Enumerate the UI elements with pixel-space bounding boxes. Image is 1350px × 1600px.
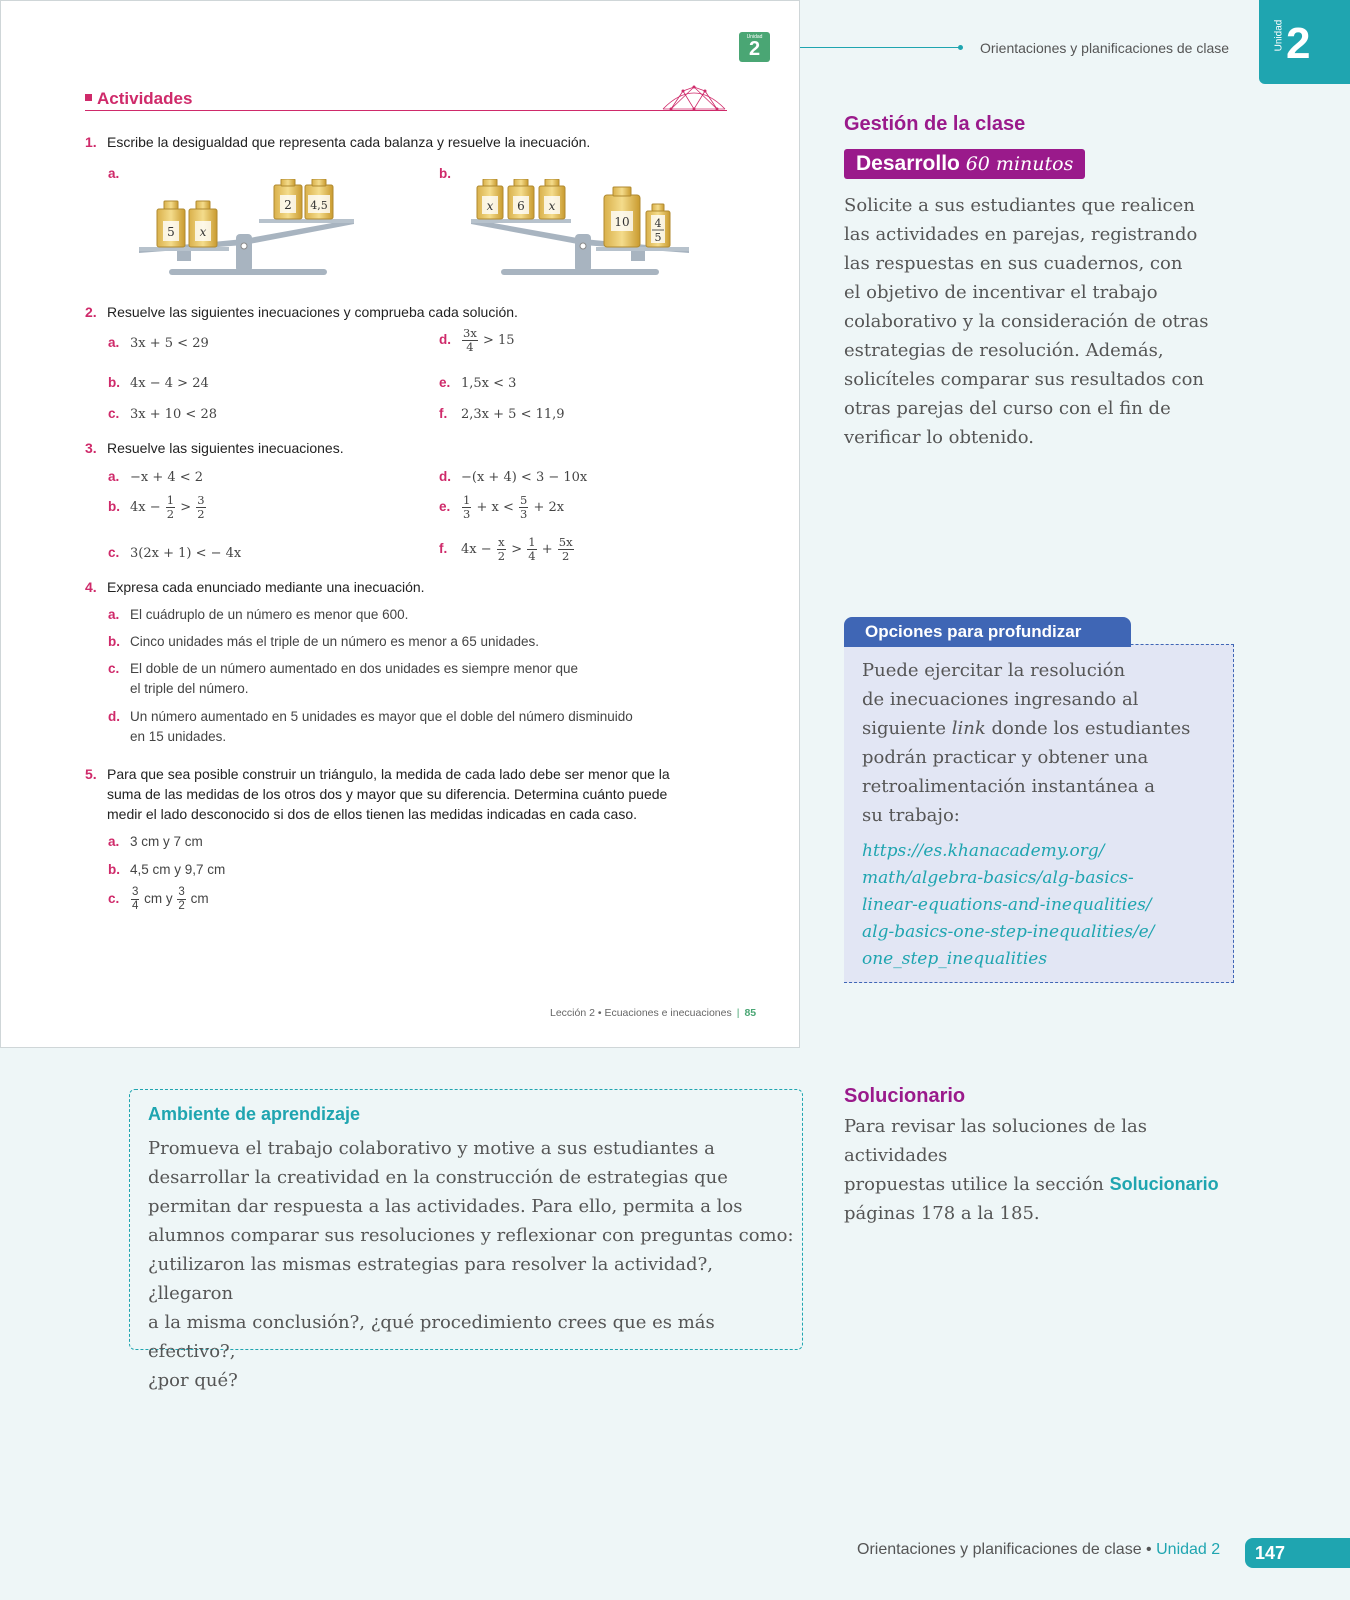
activities-rule (85, 110, 727, 111)
unit-tab-number: 2 (1286, 19, 1311, 68)
page-footer: Orientaciones y planificaciones de clase • Unidad 2 (857, 1541, 1221, 1558)
q5-b: b. 4,5 cm y 9,7 cm (108, 862, 226, 877)
unit-badge-small (739, 32, 770, 62)
question-5: 5. Para que sea posible construir un triángulo, la medida de cada lado debe ser menor que la suma de las medidas de los otros dos y mayor que su diferencia. Determina cuánto puede medir el lado desconocido si dos de ellos tienen las medidas indicadas en cada caso. (85, 766, 670, 822)
q5-a: a. 3 cm y 7 cm (108, 834, 203, 849)
q3-d: d. −(x + 4) < 3 − 10x (439, 469, 588, 485)
unit-tab-label: Unidad (1273, 19, 1285, 52)
unit-badge-label: Unidad (746, 34, 763, 40)
activities-title: Actividades (85, 89, 192, 109)
desarrollo-badge: Desarrollo 60 minutos (844, 149, 1085, 179)
weight-label: 2 (284, 198, 292, 212)
q5-c: c. $\frac{3}{4}$ cm y $\frac{3}{2}$ cm (108, 886, 209, 912)
q2-f: f. 2,3x + 5 < 11,9 (439, 406, 565, 422)
question-4: 4. Expresa cada enunciado mediante una inecuación. (85, 579, 425, 595)
q3-a: a. −x + 4 < 2 (108, 469, 204, 485)
weights-right-a (274, 179, 333, 219)
question-3: 3. Resuelve las siguientes inecuaciones. (85, 440, 344, 456)
gestion-title: Gestión de la clase (844, 113, 1026, 135)
ambiente-text: Promueva el trabajo colaborativo y motive a sus estudiantes a desarrollar la creatividad en la construcción de estrategias que permitan dar respuesta a las actividades. Para ello, permita a los alumnos comparar sus resoluciones y reflexionar con preguntas como: ¿utilizaron las mismas estrategias para resolver la actividad?, ¿llegaron a la misma conclusión?, ¿qué procedimiento crees que es más efectivo?, ¿por qué? (148, 1138, 794, 1391)
question-2: 2. Resuelve las siguientes inecuaciones y comprueba cada solución. (85, 304, 518, 320)
weight-label: x (199, 225, 207, 239)
page-number: 147 (1245, 1538, 1350, 1568)
weight-label: 6 (517, 199, 525, 213)
q2-e: e. 1,5x < 3 (439, 375, 517, 391)
q2-b: b. 4x − 4 > 24 (108, 375, 209, 391)
khanacademy-link[interactable]: https://es.khanacademy.org/ math/algebra-basics/alg-basics- linear-equations-and-inequalities/ alg-basics-one-step-inequalities/e/ one_step_inequalities (862, 841, 1155, 969)
q2-a: a. 3x + 5 < 29 (108, 335, 209, 351)
opciones-text: Puede ejercitar la resolución de inecuaciones ingresando al siguiente link donde los estudiantes podrán practicar y obtener una retroalimentación instantánea a su trabajo: (862, 660, 1191, 826)
weight-fraction-den: 5 (654, 231, 662, 244)
weights-left-a (157, 201, 217, 247)
q3-b: b. 4x − $\frac{1}{2}$ > $\frac{3}{2}$ (108, 493, 205, 521)
q4-d: d. Un número aumentado en 5 unidades es mayor que el doble del número disminuido en 15 unidades. (108, 709, 633, 744)
balance-scale-b (471, 179, 691, 285)
q3-c: c. 3(2x + 1) < − 4x (108, 545, 242, 561)
weight-label: 5 (167, 225, 175, 239)
unit-badge-number: 2 (748, 38, 761, 60)
q3-e: e. $\frac{1}{3}$ + x < $\frac{5}{3}$ + 2x (439, 493, 565, 521)
q2-c: c. 3x + 10 < 28 (108, 406, 218, 422)
header-text: Orientaciones y planificaciones de clase (980, 40, 1230, 56)
question-number: 1. (85, 134, 97, 150)
solucionario-text: Para revisar las soluciones de las actividades propuestas utilice la sección Solucionario páginas 178 a la 185. (844, 1116, 1219, 1224)
q1-a-label: a. (108, 166, 120, 181)
header-dot (958, 45, 963, 50)
unit-tab (1259, 0, 1350, 84)
weight-fraction-num: 4 (654, 217, 662, 230)
q4-c: c. El doble de un número aumentado en dos unidades es siempre menor que el triple del número. (108, 661, 579, 696)
solucionario-highlight: Solucionario (1109, 1174, 1219, 1194)
weights-left-b (477, 179, 565, 219)
weight-label: 10 (614, 215, 630, 229)
q4-a: a. El cuádruplo de un número es menor que 600. (108, 607, 409, 622)
weight-label: x (486, 199, 494, 213)
q4-b: b. Cinco unidades más el triple de un número es menor a 65 unidades. (108, 634, 539, 649)
question-text: Escribe la desigualdad que representa cada balanza y resuelve la inecuación. (107, 134, 591, 150)
weight-label: 4,5 (310, 199, 328, 212)
q1-b-label: b. (439, 166, 451, 181)
dome-decoration-icon (659, 83, 729, 113)
question-1 (85, 132, 590, 152)
solucionario-title: Solucionario (844, 1085, 966, 1107)
weight-label: x (548, 199, 556, 213)
opciones-title: Opciones para profundizar (844, 617, 1131, 647)
header-line (800, 47, 960, 48)
q3-f: f. 4x − $\frac{x}{2}$ > $\frac{1}{4}$ + $\frac{5x}{2}$ (439, 535, 573, 563)
student-book-page (0, 0, 800, 1048)
book-footer: Lección 2 • Ecuaciones e inecuaciones | 85 (550, 1007, 757, 1019)
ambiente-title: Ambiente de aprendizaje (148, 1104, 361, 1124)
balance-scale-a (139, 179, 359, 285)
book-page-number: 85 (744, 1007, 757, 1019)
q2-d: d. $\frac{3x}{4}$ > 15 (439, 326, 515, 354)
weights-right-b (604, 187, 670, 247)
gestion-text: Solicite a sus estudiantes que realicen las actividades en parejas, registrando las respuestas en sus cuadernos, con el objetivo de incentivar el trabajo colaborativo y la consideración de otras estrategias de resolución. Además, solicíteles comparar sus resultados con otras parejas del curso con el fin de verificar lo obtenido. (844, 195, 1209, 448)
